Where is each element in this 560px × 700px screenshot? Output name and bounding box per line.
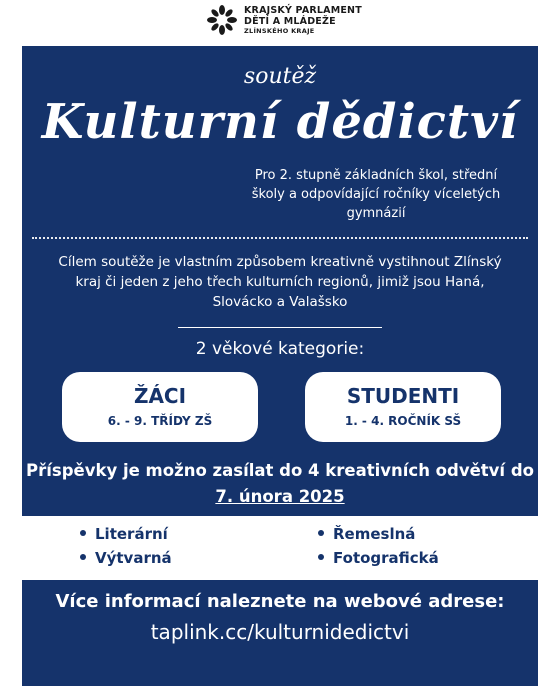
field-label: Fotografická: [333, 549, 439, 567]
bullet-icon: [318, 530, 324, 536]
sun-burst-icon: [206, 4, 238, 36]
dotted-divider: [32, 237, 528, 239]
header: [0, 0, 560, 46]
category-card-zaci: [62, 372, 258, 442]
category-card-studenti: [305, 372, 501, 442]
submission-text: [22, 458, 538, 510]
deadline: 7. února 2025: [215, 487, 345, 506]
category-range: 6. - 9. TŘÍDY ZŠ: [107, 414, 213, 428]
field-label: Výtvarná: [95, 549, 172, 567]
category-name: ŽÁCI: [133, 384, 187, 408]
field-label: Řemeslná: [333, 525, 416, 543]
list-item: [80, 549, 172, 567]
submission-lead: Příspěvky je možno zasílat do 4 kreativních odvětví do: [26, 461, 534, 480]
category-range: 1. - 4. ROČNÍK SŠ: [344, 414, 462, 428]
logo-line-3: ZLÍNSKÉHO KRAJE: [244, 27, 315, 35]
website-link[interactable]: taplink.cc/kulturnidedictvi: [150, 620, 410, 644]
field-label: Literární: [95, 525, 168, 543]
fields-list: [0, 517, 560, 579]
category-name: STUDENTI: [346, 384, 460, 408]
audience-text: Pro 2. stupně základních škol, střední školy a odpovídající ročníky víceletých gymnázií: [251, 168, 501, 221]
poster-title: Kulturní dědictví: [41, 94, 519, 150]
logo-text: [244, 5, 362, 36]
list-item: [80, 525, 168, 543]
list-item: [318, 525, 415, 543]
more-info-text: Více informací naleznete na webové adrese:: [55, 591, 505, 612]
footer: [22, 580, 538, 686]
solid-divider: [178, 327, 382, 328]
main-panel: [22, 46, 538, 516]
bullet-icon: [80, 554, 86, 560]
logo-line-1: KRAJSKÝ PARLAMENT: [244, 5, 362, 16]
categories-heading: 2 věkové kategorie:: [195, 339, 365, 359]
bullet-icon: [80, 530, 86, 536]
goal-text: Cílem soutěže je vlastním způsobem kreativně vystihnout Zlínský kraj či jeden z jeho třech kulturních regionů, jimiž jsou Haná, Slovácko a Valašsko: [58, 254, 502, 310]
kicker: soutěž: [243, 64, 317, 89]
logo-line-2: DĚTÍ A MLÁDEŽE: [244, 16, 336, 27]
list-item: [318, 549, 439, 567]
bullet-icon: [318, 554, 324, 560]
